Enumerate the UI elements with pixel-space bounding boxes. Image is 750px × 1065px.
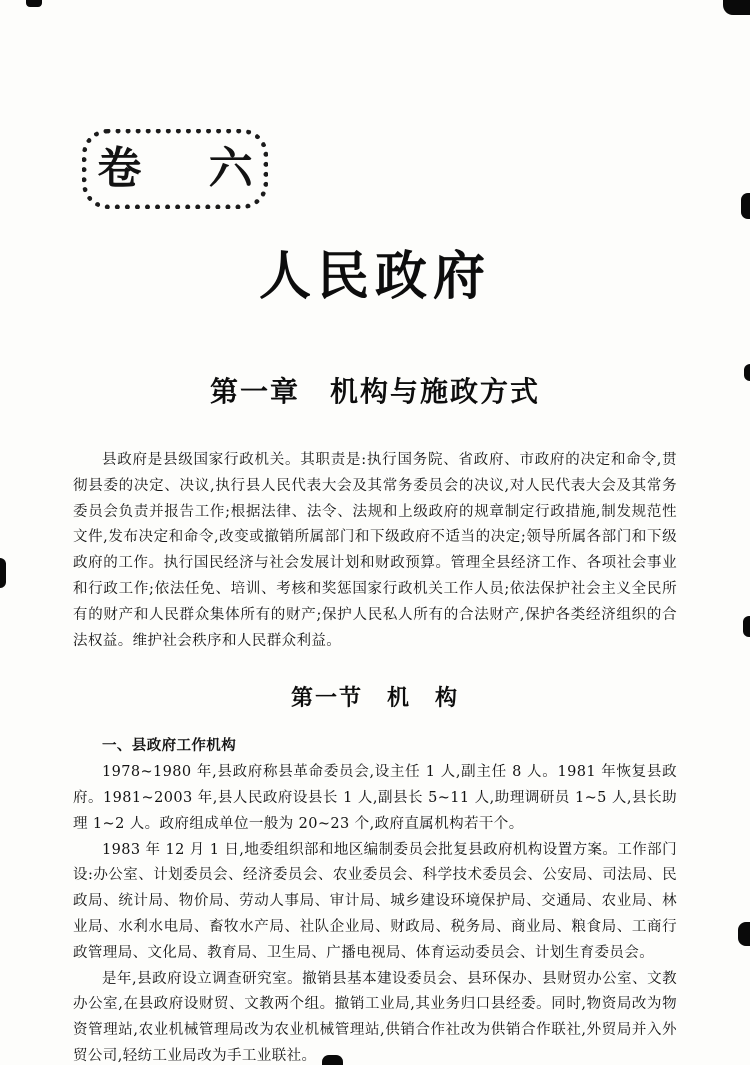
volume-label: 卷 六: [97, 143, 253, 194]
subsection-heading: 一、县政府工作机构: [102, 738, 237, 755]
scan-artifact: [743, 616, 750, 637]
scan-artifact: [723, 0, 750, 15]
scan-artifact: [741, 193, 750, 219]
intro-paragraph: 县政府是县级国家行政机关。其职责是:执行国务院、省政府、市政府的决定和命令,贯彻县委的决定、决议,执行县人民代表大会及其常务委员会的决议,对人民代表大会及其常务委员会负责并报告工作;根据法律、法令、法规和上级政府的规章制定行政措施,制发规范性文件,发布决定和命令,改变或撤销所属部门和下级政府不适当的决定;领导所属各部门和下级政府的工作。执行国民经济与社会发展计划和财政预算。管理全县经济工作、各项社会事业和行政工作;依法任免、培训、考核和奖惩国家行政机关工作人员;依法保护社会主义全民所有的财产和人民群众集体所有的财产;保护人民私人所有的合法财产,保护各类经济组织的合法权益。维护社会秩序和人民群众利益。: [73, 452, 677, 649]
paragraph: 1978~1980 年,县政府称县革命委员会,设主任 1 人,副主任 8 人。1981 年恢复县政府。1981~2003 年,县人民政府设县长 1 人,副县长 5~11 人,助理调研员 1~5 人,县长助理 1~2 人。政府组成单位一般为 20~23 个,政府直属机构若干个。: [73, 764, 677, 832]
page-title: 人民政府: [258, 247, 491, 307]
paragraph: 是年,县政府设立调查研究室。撤销县基本建设委员会、县环保办、县财贸办公室、文教办公室,在县政府设财贸、文教两个组。撤销工业局,其业务归口县经委。同时,物资局改为物资管理站,农业机械管理局改为农业机械管理站,供销合作社改为供销合作联社,外贸局并入外贸公司,轻纺工业局改为手工业联社。: [73, 970, 677, 1064]
scan-artifact: [26, 0, 42, 7]
body-content: [73, 448, 677, 1065]
volume-label-box: [82, 129, 268, 209]
section-heading: 第一节 机 构: [290, 686, 459, 712]
scan-artifact: [738, 922, 750, 946]
scan-artifact: [0, 558, 6, 588]
paragraph: 1983 年 12 月 1 日,地委组织部和地区编制委员会批复县政府机构设置方案。工作部门设:办公室、计划委员会、经济委员会、农业委员会、科学技术委员会、公安局、司法局、民政局、统计局、物价局、劳动人事局、审计局、城乡建设环境保护局、交通局、农业局、林业局、水利水电局、畜牧水产局、社队企业局、财政局、税务局、商业局、粮食局、工商行政管理局、文化局、教育局、卫生局、广播电视局、体育运动委员会、计划生育委员会。: [73, 841, 677, 961]
chapter-heading: 第一章 机构与施政方式: [209, 375, 540, 408]
